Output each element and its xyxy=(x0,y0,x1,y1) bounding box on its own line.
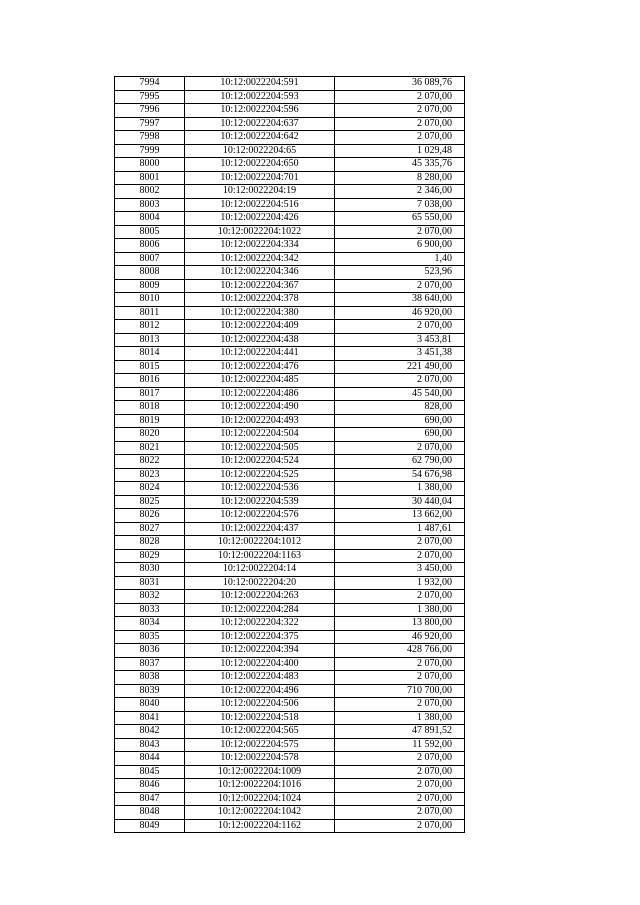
cadastral-number-cell: 10:12:0022204:380 xyxy=(185,306,335,320)
row-number-cell: 8010 xyxy=(115,293,185,307)
cadastral-number-cell: 10:12:0022204:637 xyxy=(185,117,335,131)
cadastral-number-cell: 10:12:0022204:375 xyxy=(185,630,335,644)
row-number-cell: 8022 xyxy=(115,455,185,469)
table-row xyxy=(115,306,465,320)
cadastral-number-cell: 10:12:0022204:575 xyxy=(185,738,335,752)
cadastral-value-cell: 6 900,00 xyxy=(335,239,465,253)
cadastral-number-cell: 10:12:0022204:490 xyxy=(185,401,335,415)
cadastral-number-cell: 10:12:0022204:378 xyxy=(185,293,335,307)
cadastral-value-cell: 30 440,04 xyxy=(335,495,465,509)
table-row xyxy=(115,293,465,307)
cadastral-value-cell: 38 640,00 xyxy=(335,293,465,307)
cadastral-number-cell: 10:12:0022204:642 xyxy=(185,131,335,145)
table-row xyxy=(115,671,465,685)
row-number-cell: 8041 xyxy=(115,711,185,725)
cadastral-number-cell: 10:12:0022204:701 xyxy=(185,171,335,185)
row-number-cell: 8040 xyxy=(115,698,185,712)
cadastral-value-cell: 2 070,00 xyxy=(335,441,465,455)
cadastral-number-cell: 10:12:0022204:578 xyxy=(185,752,335,766)
cadastral-number-cell: 10:12:0022204:506 xyxy=(185,698,335,712)
table-row xyxy=(115,77,465,91)
cadastral-value-cell: 45 540,00 xyxy=(335,387,465,401)
row-number-cell: 7995 xyxy=(115,90,185,104)
table-row xyxy=(115,792,465,806)
table-row xyxy=(115,266,465,280)
cadastral-value-cell: 2 070,00 xyxy=(335,131,465,145)
row-number-cell: 8033 xyxy=(115,603,185,617)
row-number-cell: 8003 xyxy=(115,198,185,212)
table-row xyxy=(115,414,465,428)
cadastral-value-cell: 2 070,00 xyxy=(335,90,465,104)
cadastral-number-cell: 10:12:0022204:20 xyxy=(185,576,335,590)
table-row xyxy=(115,657,465,671)
cadastral-number-cell: 10:12:0022204:263 xyxy=(185,590,335,604)
row-number-cell: 7998 xyxy=(115,131,185,145)
row-number-cell: 8002 xyxy=(115,185,185,199)
cadastral-number-cell: 10:12:0022204:596 xyxy=(185,104,335,118)
row-number-cell: 8026 xyxy=(115,509,185,523)
table-row xyxy=(115,185,465,199)
table-row xyxy=(115,482,465,496)
cadastral-number-cell: 10:12:0022204:394 xyxy=(185,644,335,658)
row-number-cell: 8027 xyxy=(115,522,185,536)
cadastral-value-cell: 1 380,00 xyxy=(335,482,465,496)
cadastral-value-cell: 2 070,00 xyxy=(335,117,465,131)
table-row xyxy=(115,468,465,482)
cadastral-value-cell: 1 487,61 xyxy=(335,522,465,536)
cadastral-value-cell: 2 070,00 xyxy=(335,657,465,671)
cadastral-number-cell: 10:12:0022204:1162 xyxy=(185,819,335,833)
table-row xyxy=(115,590,465,604)
row-number-cell: 8011 xyxy=(115,306,185,320)
cadastral-number-cell: 10:12:0022204:496 xyxy=(185,684,335,698)
cadastral-number-cell: 10:12:0022204:518 xyxy=(185,711,335,725)
table-row xyxy=(115,198,465,212)
table-row xyxy=(115,171,465,185)
row-number-cell: 8021 xyxy=(115,441,185,455)
table-row xyxy=(115,738,465,752)
cadastral-value-cell: 2 070,00 xyxy=(335,806,465,820)
cadastral-value-cell: 46 920,00 xyxy=(335,306,465,320)
cadastral-number-cell: 10:12:0022204:576 xyxy=(185,509,335,523)
cadastral-value-cell: 2 070,00 xyxy=(335,752,465,766)
cadastral-value-cell: 2 070,00 xyxy=(335,671,465,685)
cadastral-number-cell: 10:12:0022204:437 xyxy=(185,522,335,536)
table-row xyxy=(115,225,465,239)
cadastral-number-cell: 10:12:0022204:539 xyxy=(185,495,335,509)
table-row xyxy=(115,131,465,145)
table-row xyxy=(115,495,465,509)
row-number-cell: 8012 xyxy=(115,320,185,334)
cadastral-value-cell: 13 800,00 xyxy=(335,617,465,631)
cadastral-number-cell: 10:12:0022204:334 xyxy=(185,239,335,253)
table-row xyxy=(115,333,465,347)
row-number-cell: 8045 xyxy=(115,765,185,779)
table-row xyxy=(115,387,465,401)
table-row xyxy=(115,779,465,793)
cadastral-value-cell: 2 070,00 xyxy=(335,320,465,334)
table-row xyxy=(115,563,465,577)
table-row xyxy=(115,279,465,293)
cadastral-value-cell: 1 029,48 xyxy=(335,144,465,158)
cadastral-number-cell: 10:12:0022204:504 xyxy=(185,428,335,442)
cadastral-number-cell: 10:12:0022204:284 xyxy=(185,603,335,617)
table-row xyxy=(115,374,465,388)
row-number-cell: 8043 xyxy=(115,738,185,752)
cadastral-number-cell: 10:12:0022204:485 xyxy=(185,374,335,388)
table-row xyxy=(115,522,465,536)
table-body xyxy=(115,77,465,833)
table-row xyxy=(115,428,465,442)
cadastral-number-cell: 10:12:0022204:476 xyxy=(185,360,335,374)
cadastral-value-cell: 2 346,00 xyxy=(335,185,465,199)
cadastral-value-cell: 46 920,00 xyxy=(335,630,465,644)
cadastral-number-cell: 10:12:0022204:346 xyxy=(185,266,335,280)
row-number-cell: 8029 xyxy=(115,549,185,563)
table-row xyxy=(115,725,465,739)
table-row xyxy=(115,158,465,172)
cadastral-number-cell: 10:12:0022204:591 xyxy=(185,77,335,91)
cadastral-value-cell: 690,00 xyxy=(335,428,465,442)
table-row xyxy=(115,509,465,523)
table-row xyxy=(115,684,465,698)
table-row xyxy=(115,617,465,631)
cadastral-value-cell: 710 700,00 xyxy=(335,684,465,698)
row-number-cell: 8034 xyxy=(115,617,185,631)
cadastral-number-cell: 10:12:0022204:426 xyxy=(185,212,335,226)
cadastral-number-cell: 10:12:0022204:1163 xyxy=(185,549,335,563)
cadastral-number-cell: 10:12:0022204:525 xyxy=(185,468,335,482)
cadastral-number-cell: 10:12:0022204:1024 xyxy=(185,792,335,806)
cadastral-value-cell: 1 380,00 xyxy=(335,603,465,617)
table-row xyxy=(115,441,465,455)
row-number-cell: 8008 xyxy=(115,266,185,280)
row-number-cell: 8005 xyxy=(115,225,185,239)
row-number-cell: 8019 xyxy=(115,414,185,428)
cadastral-value-cell: 47 891,52 xyxy=(335,725,465,739)
table-row xyxy=(115,711,465,725)
cadastral-number-cell: 10:12:0022204:1022 xyxy=(185,225,335,239)
cadastral-value-cell: 62 790,00 xyxy=(335,455,465,469)
row-number-cell: 8048 xyxy=(115,806,185,820)
row-number-cell: 7999 xyxy=(115,144,185,158)
cadastral-value-cell: 828,00 xyxy=(335,401,465,415)
row-number-cell: 8042 xyxy=(115,725,185,739)
row-number-cell: 8009 xyxy=(115,279,185,293)
cadastral-number-cell: 10:12:0022204:400 xyxy=(185,657,335,671)
cadastral-value-cell: 45 335,76 xyxy=(335,158,465,172)
cadastral-number-cell: 10:12:0022204:565 xyxy=(185,725,335,739)
row-number-cell: 8035 xyxy=(115,630,185,644)
row-number-cell: 8038 xyxy=(115,671,185,685)
cadastral-number-cell: 10:12:0022204:493 xyxy=(185,414,335,428)
cadastral-number-cell: 10:12:0022204:1042 xyxy=(185,806,335,820)
row-number-cell: 7994 xyxy=(115,77,185,91)
table-row xyxy=(115,806,465,820)
table-row xyxy=(115,819,465,833)
table-row xyxy=(115,603,465,617)
cadastral-value-cell: 2 070,00 xyxy=(335,765,465,779)
cadastral-number-cell: 10:12:0022204:483 xyxy=(185,671,335,685)
cadastral-number-cell: 10:12:0022204:367 xyxy=(185,279,335,293)
cadastral-value-cell: 2 070,00 xyxy=(335,792,465,806)
row-number-cell: 8006 xyxy=(115,239,185,253)
row-number-cell: 8030 xyxy=(115,563,185,577)
cadastral-number-cell: 10:12:0022204:516 xyxy=(185,198,335,212)
table-row xyxy=(115,144,465,158)
table-row xyxy=(115,117,465,131)
row-number-cell: 8028 xyxy=(115,536,185,550)
row-number-cell: 8025 xyxy=(115,495,185,509)
cadastral-value-cell: 11 592,00 xyxy=(335,738,465,752)
table-row xyxy=(115,212,465,226)
table-row xyxy=(115,765,465,779)
cadastral-number-cell: 10:12:0022204:536 xyxy=(185,482,335,496)
row-number-cell: 8049 xyxy=(115,819,185,833)
cadastral-number-cell: 10:12:0022204:409 xyxy=(185,320,335,334)
row-number-cell: 8046 xyxy=(115,779,185,793)
cadastral-number-cell: 10:12:0022204:593 xyxy=(185,90,335,104)
cadastral-number-cell: 10:12:0022204:342 xyxy=(185,252,335,266)
cadastral-number-cell: 10:12:0022204:486 xyxy=(185,387,335,401)
row-number-cell: 8031 xyxy=(115,576,185,590)
table-row xyxy=(115,576,465,590)
cadastral-value-cell: 7 038,00 xyxy=(335,198,465,212)
table-row xyxy=(115,752,465,766)
cadastral-value-cell: 2 070,00 xyxy=(335,225,465,239)
row-number-cell: 8013 xyxy=(115,333,185,347)
cadastral-value-cell: 2 070,00 xyxy=(335,374,465,388)
row-number-cell: 8007 xyxy=(115,252,185,266)
row-number-cell: 8000 xyxy=(115,158,185,172)
cadastral-number-cell: 10:12:0022204:1009 xyxy=(185,765,335,779)
cadastral-value-cell: 54 676,98 xyxy=(335,468,465,482)
table-row xyxy=(115,455,465,469)
cadastral-value-cell: 2 070,00 xyxy=(335,590,465,604)
row-number-cell: 8001 xyxy=(115,171,185,185)
cadastral-number-cell: 10:12:0022204:19 xyxy=(185,185,335,199)
cadastral-value-cell: 36 089,76 xyxy=(335,77,465,91)
cadastral-value-cell: 2 070,00 xyxy=(335,279,465,293)
row-number-cell: 7997 xyxy=(115,117,185,131)
cadastral-number-cell: 10:12:0022204:441 xyxy=(185,347,335,361)
row-number-cell: 8004 xyxy=(115,212,185,226)
cadastral-value-cell: 523,96 xyxy=(335,266,465,280)
cadastral-number-cell: 10:12:0022204:438 xyxy=(185,333,335,347)
table-row xyxy=(115,644,465,658)
cadastral-number-cell: 10:12:0022204:650 xyxy=(185,158,335,172)
table-row xyxy=(115,401,465,415)
row-number-cell: 8032 xyxy=(115,590,185,604)
row-number-cell: 8037 xyxy=(115,657,185,671)
cadastral-number-cell: 10:12:0022204:505 xyxy=(185,441,335,455)
cadastral-value-cell: 690,00 xyxy=(335,414,465,428)
row-number-cell: 8014 xyxy=(115,347,185,361)
cadastral-value-cell: 3 451,38 xyxy=(335,347,465,361)
cadastral-value-cell: 428 766,00 xyxy=(335,644,465,658)
cadastral-value-cell: 221 490,00 xyxy=(335,360,465,374)
cadastral-value-cell: 3 453,81 xyxy=(335,333,465,347)
cadastral-value-cell: 8 280,00 xyxy=(335,171,465,185)
table-row xyxy=(115,536,465,550)
cadastral-value-cell: 2 070,00 xyxy=(335,104,465,118)
row-number-cell: 8024 xyxy=(115,482,185,496)
cadastral-value-cell: 2 070,00 xyxy=(335,779,465,793)
row-number-cell: 8023 xyxy=(115,468,185,482)
cadastral-number-cell: 10:12:0022204:1016 xyxy=(185,779,335,793)
row-number-cell: 8015 xyxy=(115,360,185,374)
cadastral-number-cell: 10:12:0022204:322 xyxy=(185,617,335,631)
cadastral-value-cell: 2 070,00 xyxy=(335,698,465,712)
cadastral-value-cell: 1,40 xyxy=(335,252,465,266)
table-row xyxy=(115,347,465,361)
table-row xyxy=(115,90,465,104)
table-row xyxy=(115,252,465,266)
cadastral-number-cell: 10:12:0022204:524 xyxy=(185,455,335,469)
table-row xyxy=(115,320,465,334)
cadastral-number-cell: 10:12:0022204:1012 xyxy=(185,536,335,550)
row-number-cell: 8036 xyxy=(115,644,185,658)
cadastral-value-table xyxy=(114,76,465,833)
table-row xyxy=(115,104,465,118)
table-row xyxy=(115,239,465,253)
table-row xyxy=(115,549,465,563)
cadastral-value-cell: 2 070,00 xyxy=(335,549,465,563)
row-number-cell: 8039 xyxy=(115,684,185,698)
cadastral-value-cell: 2 070,00 xyxy=(335,819,465,833)
table-row xyxy=(115,630,465,644)
row-number-cell: 8016 xyxy=(115,374,185,388)
row-number-cell: 8044 xyxy=(115,752,185,766)
row-number-cell: 8047 xyxy=(115,792,185,806)
cadastral-value-cell: 1 932,00 xyxy=(335,576,465,590)
table-row xyxy=(115,360,465,374)
row-number-cell: 7996 xyxy=(115,104,185,118)
row-number-cell: 8018 xyxy=(115,401,185,415)
row-number-cell: 8020 xyxy=(115,428,185,442)
cadastral-value-cell: 1 380,00 xyxy=(335,711,465,725)
cadastral-number-cell: 10:12:0022204:65 xyxy=(185,144,335,158)
cadastral-value-cell: 13 662,00 xyxy=(335,509,465,523)
row-number-cell: 8017 xyxy=(115,387,185,401)
cadastral-value-cell: 3 450,00 xyxy=(335,563,465,577)
cadastral-value-cell: 65 550,00 xyxy=(335,212,465,226)
table-row xyxy=(115,698,465,712)
cadastral-number-cell: 10:12:0022204:14 xyxy=(185,563,335,577)
cadastral-value-cell: 2 070,00 xyxy=(335,536,465,550)
